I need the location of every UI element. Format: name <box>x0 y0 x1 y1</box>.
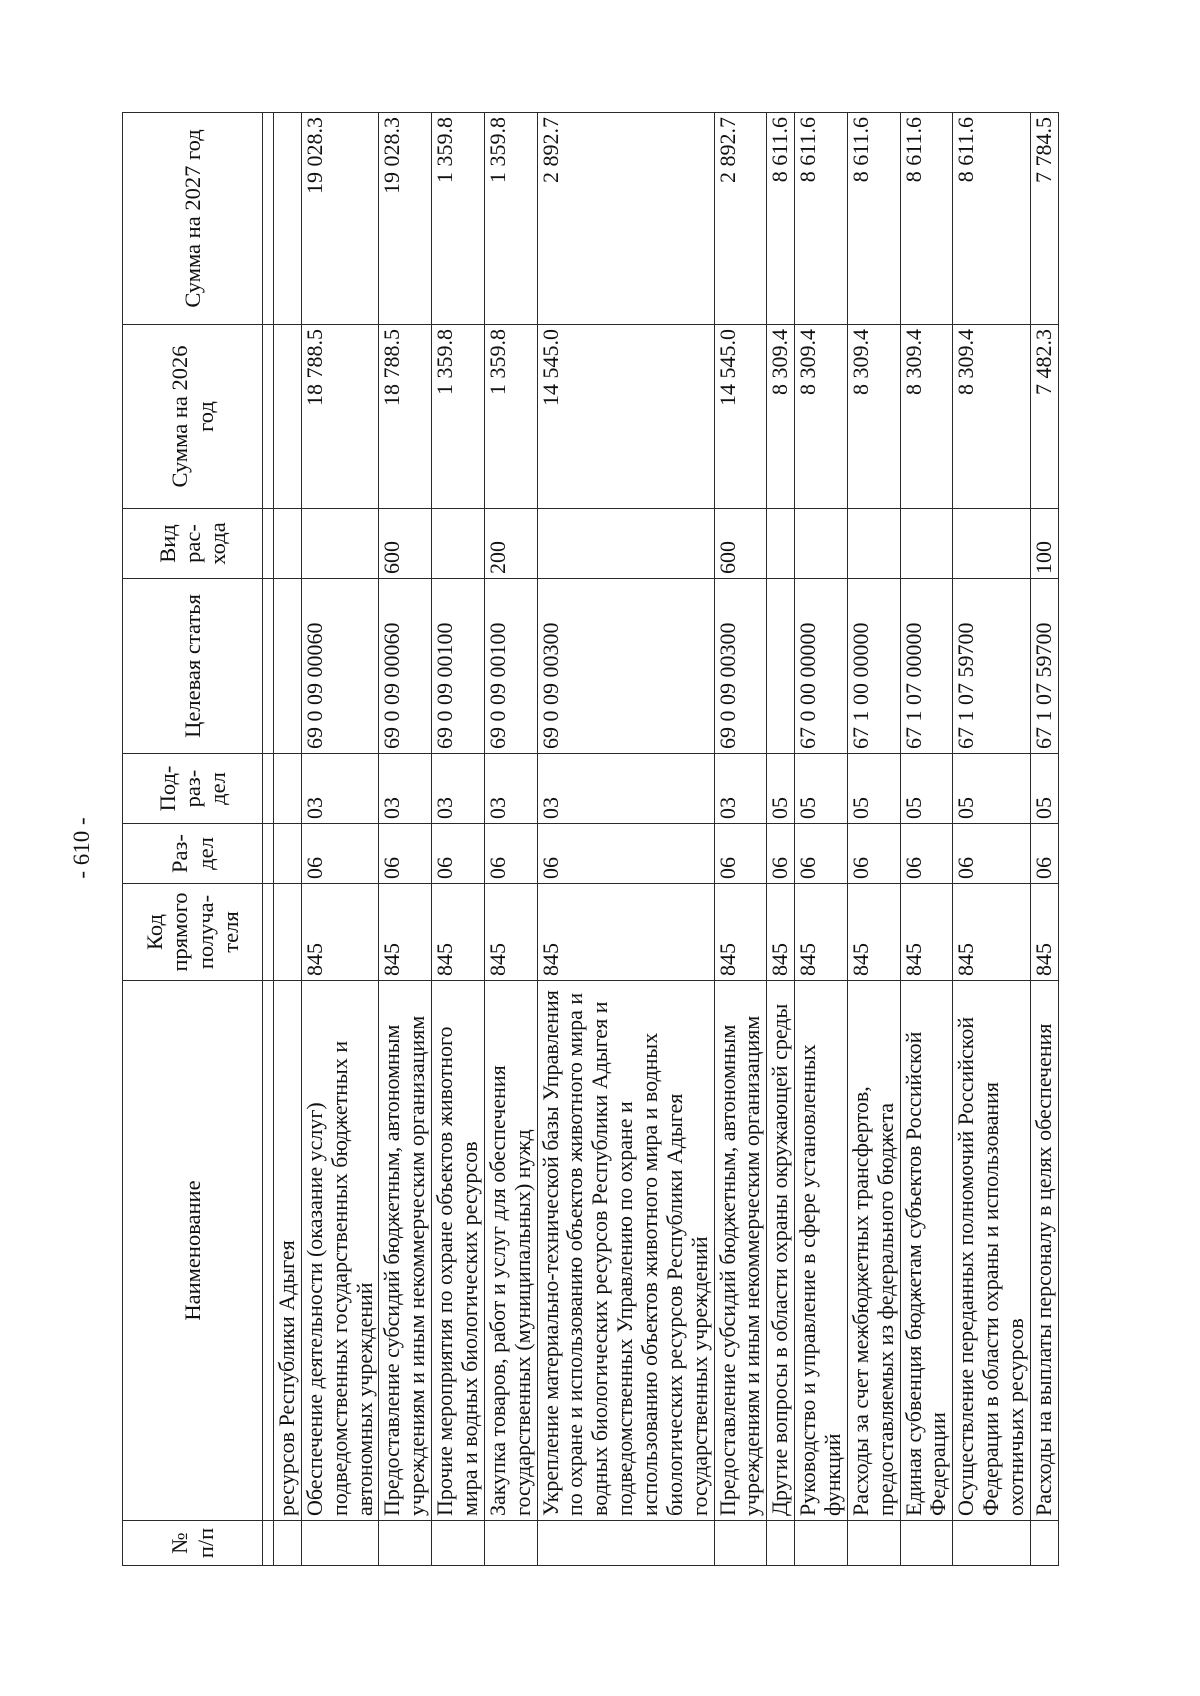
cell-num <box>714 1521 767 1566</box>
cell-name: Укрепление материально-технической базы Управления по охране и использованию объектов животного мира и водных биологических ресурсов Республики Адыгея и подведомственных Управлению по охране и использованию объектов животного мира и водных биологических ресурсов Республики Адыгея государственных учреждений <box>537 981 714 1521</box>
cell-num <box>379 1521 432 1566</box>
table-row <box>432 113 485 1566</box>
cell-expense <box>767 509 795 579</box>
cell-recipient: 845 <box>795 884 848 981</box>
cell-num <box>484 1521 537 1566</box>
cell-subsection: 05 <box>1030 754 1058 824</box>
cell-expense <box>953 509 1031 579</box>
cell-section <box>274 824 302 884</box>
cell-name: Руководство и управление в сфере установленных функций <box>795 981 848 1521</box>
cell-name: Расходы за счет межбюджетных трансфертов, предоставляемых из федерального бюджета <box>847 981 900 1521</box>
table-row <box>767 113 795 1566</box>
cell-sum2027: 8 611.6 <box>953 113 1031 325</box>
cell-section: 06 <box>1030 824 1058 884</box>
cell-num <box>795 1521 848 1566</box>
cell-sum2027: 8 611.6 <box>900 113 953 325</box>
cell-name: Расходы на выплаты персоналу в целях обеспечения <box>1030 981 1058 1521</box>
cell-sum2026: 8 309.4 <box>847 325 900 509</box>
cell-subsection: 05 <box>953 754 1031 824</box>
cell-expense: 100 <box>1030 509 1058 579</box>
cell-subsection: 03 <box>537 754 714 824</box>
cell-subsection: 05 <box>795 754 848 824</box>
cell-name: ресурсов Республики Адыгея <box>274 981 302 1521</box>
cell-sum2027: 8 611.6 <box>795 113 848 325</box>
cell-subsection: 05 <box>847 754 900 824</box>
cell-sum2027: 1 359.8 <box>484 113 537 325</box>
cell-recipient: 845 <box>767 884 795 981</box>
cell-recipient: 845 <box>1030 884 1058 981</box>
cell-target <box>767 579 795 754</box>
cell-recipient: 845 <box>953 884 1031 981</box>
cell-target: 69 0 09 00060 <box>379 579 432 754</box>
cell-expense: 600 <box>379 509 432 579</box>
cell-sum2026: 18 788.5 <box>301 325 379 509</box>
cell-recipient: 845 <box>847 884 900 981</box>
cell-target <box>274 579 302 754</box>
cell-num <box>953 1521 1031 1566</box>
cell-num <box>1030 1521 1058 1566</box>
cell-num <box>847 1521 900 1566</box>
cell-num <box>767 1521 795 1566</box>
cell-target: 67 1 07 59700 <box>953 579 1031 754</box>
cell-sum2026: 14 545.0 <box>537 325 714 509</box>
cell-target: 69 0 09 00100 <box>484 579 537 754</box>
cell-expense <box>301 509 379 579</box>
cell-sum2027: 2 892.7 <box>537 113 714 325</box>
cell-expense <box>274 509 302 579</box>
col-header-sum2026: Сумма на 2026 год <box>123 325 263 509</box>
cell-expense <box>537 509 714 579</box>
cell-sum2026: 8 309.4 <box>900 325 953 509</box>
cell-target: 69 0 09 00060 <box>301 579 379 754</box>
table-header-row <box>123 113 263 1566</box>
cell-target: 67 1 07 00000 <box>900 579 953 754</box>
cell-sum2027: 19 028.3 <box>379 113 432 325</box>
table-row <box>795 113 848 1566</box>
cell-name: Прочие мероприятия по охране объектов животного мира и водных биологических ресурсов <box>432 981 485 1521</box>
cell-section: 06 <box>900 824 953 884</box>
cell-recipient: 845 <box>432 884 485 981</box>
col-header-recipient: Код прямого получа-теля <box>123 884 263 981</box>
col-header-target: Целевая статья <box>123 579 263 754</box>
cell-num <box>274 1521 302 1566</box>
table-row <box>379 113 432 1566</box>
cell-num <box>537 1521 714 1566</box>
col-header-section: Раз-дел <box>123 824 263 884</box>
table-row <box>714 113 767 1566</box>
col-header-sum2027: Сумма на 2027 год <box>123 113 263 325</box>
cell-sum2027: 8 611.6 <box>767 113 795 325</box>
table-row <box>953 113 1031 1566</box>
cell-sum2027: 7 784.5 <box>1030 113 1058 325</box>
table-row <box>900 113 953 1566</box>
budget-table <box>122 112 1059 1566</box>
cell-target: 69 0 09 00100 <box>432 579 485 754</box>
cell-target: 67 1 00 00000 <box>847 579 900 754</box>
cell-target: 69 0 09 00300 <box>714 579 767 754</box>
cell-section: 06 <box>767 824 795 884</box>
cell-sum2027: 2 892.7 <box>714 113 767 325</box>
cell-section: 06 <box>847 824 900 884</box>
cell-recipient: 845 <box>379 884 432 981</box>
cell-subsection <box>274 754 302 824</box>
cell-sum2026: 1 359.8 <box>484 325 537 509</box>
cell-recipient: 845 <box>714 884 767 981</box>
cell-num <box>432 1521 485 1566</box>
cell-expense <box>900 509 953 579</box>
cell-sum2026: 14 545.0 <box>714 325 767 509</box>
cell-section: 06 <box>484 824 537 884</box>
cell-expense <box>795 509 848 579</box>
cell-section: 06 <box>953 824 1031 884</box>
cell-expense <box>847 509 900 579</box>
cell-target: 69 0 09 00300 <box>537 579 714 754</box>
cell-recipient: 845 <box>537 884 714 981</box>
cell-name: Осуществление переданных полномочий Российской Федерации в области охраны и использования охотничьих ресурсов <box>953 981 1031 1521</box>
col-header-expense: Вид рас-хода <box>123 509 263 579</box>
cell-sum2026: 7 482.3 <box>1030 325 1058 509</box>
col-header-subsection: Под-раз-дел <box>123 754 263 824</box>
cell-num <box>301 1521 379 1566</box>
cell-expense <box>432 509 485 579</box>
cell-recipient: 845 <box>301 884 379 981</box>
cell-subsection: 03 <box>432 754 485 824</box>
cell-name: Закупка товаров, работ и услуг для обеспечения государственных (муниципальных) нужд <box>484 981 537 1521</box>
cell-name: Обеспечение деятельности (оказание услуг) подведомственных государственных бюджетных и автономных учреждений <box>301 981 379 1521</box>
cell-sum2026: 1 359.8 <box>432 325 485 509</box>
cell-sum2026: 8 309.4 <box>795 325 848 509</box>
cell-sum2027: 19 028.3 <box>301 113 379 325</box>
cell-subsection: 03 <box>301 754 379 824</box>
cell-sum2026: 8 309.4 <box>953 325 1031 509</box>
cell-subsection: 03 <box>379 754 432 824</box>
cell-section: 06 <box>795 824 848 884</box>
cell-sum2027: 8 611.6 <box>847 113 900 325</box>
cell-sum2026: 18 788.5 <box>379 325 432 509</box>
cell-subsection: 05 <box>767 754 795 824</box>
table-row <box>537 113 714 1566</box>
cell-sum2027: 1 359.8 <box>432 113 485 325</box>
table-row <box>1030 113 1058 1566</box>
cell-recipient <box>274 884 302 981</box>
table-row <box>301 113 379 1566</box>
cell-expense: 200 <box>484 509 537 579</box>
col-header-name: Наименование <box>123 981 263 1521</box>
cell-section: 06 <box>301 824 379 884</box>
cell-name: Предоставление субсидий бюджетным, автономным учреждениям и иным некоммерческим организациям <box>714 981 767 1521</box>
cell-target: 67 0 00 00000 <box>795 579 848 754</box>
cell-name: Другие вопросы в области охраны окружающей среды <box>767 981 795 1521</box>
cell-subsection: 05 <box>900 754 953 824</box>
cell-recipient: 845 <box>900 884 953 981</box>
table-spacer-row <box>263 113 274 1566</box>
page-number: - 610 - <box>69 817 94 879</box>
cell-expense: 600 <box>714 509 767 579</box>
cell-section: 06 <box>714 824 767 884</box>
cell-name: Предоставление субсидий бюджетным, автономным учреждениям и иным некоммерческим организациям <box>379 981 432 1521</box>
cell-target: 67 1 07 59700 <box>1030 579 1058 754</box>
cell-num <box>900 1521 953 1566</box>
table-row <box>847 113 900 1566</box>
col-header-num: № п/п <box>123 1521 263 1566</box>
table-row <box>484 113 537 1566</box>
cell-sum2027 <box>274 113 302 325</box>
cell-subsection: 03 <box>484 754 537 824</box>
cell-section: 06 <box>379 824 432 884</box>
cell-name: Единая субвенция бюджетам субъектов Российской Федерации <box>900 981 953 1521</box>
cell-sum2026 <box>274 325 302 509</box>
cell-subsection: 03 <box>714 754 767 824</box>
cell-section: 06 <box>432 824 485 884</box>
cell-sum2026: 8 309.4 <box>767 325 795 509</box>
cell-section: 06 <box>537 824 714 884</box>
cell-recipient: 845 <box>484 884 537 981</box>
table-row <box>274 113 302 1566</box>
